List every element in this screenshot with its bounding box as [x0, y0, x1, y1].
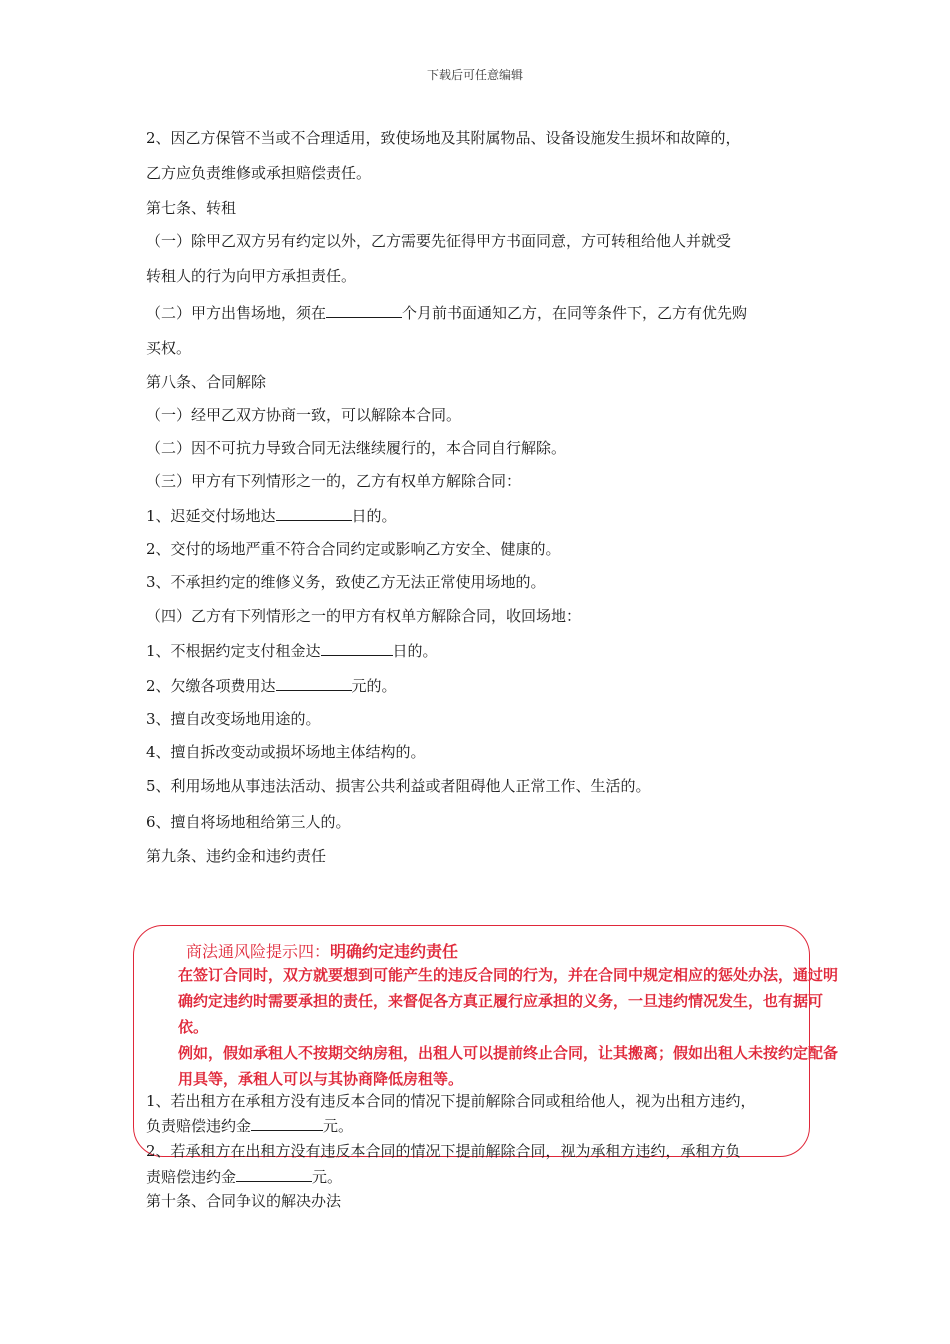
clause-line: 6、擅自将场地租给第三人的。 [146, 813, 351, 831]
article-heading: 第十条、合同争议的解决办法 [146, 1192, 342, 1210]
clause-line: 1、若出租方在承租方没有违反本合同的情况下提前解除合同或租给他人，视为出租方违约， [146, 1092, 756, 1110]
clause-line: （二）因不可抗力导致合同无法继续履行的，本合同自行解除。 [146, 439, 567, 457]
clause-text: 1、不根据约定支付租金达 [146, 642, 321, 660]
clause-text: 负责赔偿违约金 [146, 1117, 252, 1135]
fill-blank[interactable] [326, 302, 402, 318]
fill-blank[interactable] [276, 505, 352, 521]
page-header: 下载后可任意编辑 [426, 68, 523, 82]
clause-text: 责赔偿违约金 [146, 1168, 237, 1186]
clause-line [146, 302, 747, 323]
clause-line: 买权。 [146, 339, 192, 357]
clause-line [146, 1166, 342, 1187]
clause-line [146, 505, 397, 526]
clause-line: 乙方应负责维修或承担赔偿责任。 [146, 164, 372, 182]
clause-line: （四）乙方有下列情形之一的甲方有权单方解除合同，收回场地： [146, 607, 582, 625]
clause-text: 1、迟延交付场地达 [146, 507, 276, 525]
clause-line: 2、若承租方在出租方没有违反本合同的情况下提前解除合同，视为承租方违约，承租方负 [146, 1142, 741, 1160]
risk-warning-paragraph: 在签订合同时，双方就要想到可能产生的违反合同的行为，并在合同中规定相应的惩处办法，通过明确约定违约时需要承担的责任，来督促各方真正履行应承担的义务，一旦违约情况发生，也有据可依。 [178, 966, 839, 1036]
clause-text: 元。 [312, 1168, 343, 1186]
clause-line: 2、因乙方保管不当或不合理适用，致使场地及其附属物品、设备设施发生损坏和故障的， [146, 129, 741, 147]
clause-text: 元。 [323, 1117, 354, 1135]
fill-blank[interactable] [276, 675, 352, 691]
clause-line: 转租人的行为向甲方承担责任。 [146, 267, 357, 285]
clause-text: （二）甲方出售场地，须在 [146, 304, 327, 322]
clause-line: 3、不承担约定的维修义务，致使乙方无法正常使用场地的。 [146, 573, 546, 591]
fill-blank[interactable] [251, 1115, 323, 1131]
fill-blank[interactable] [321, 640, 393, 656]
risk-warning-title: 商法通风险提示四：明确约定违约责任 [186, 942, 459, 961]
fill-blank[interactable] [236, 1166, 312, 1182]
clause-line [146, 640, 438, 661]
clause-text: 元的。 [351, 677, 397, 695]
clause-line: 2、交付的场地严重不符合合同约定或影响乙方安全、健康的。 [146, 540, 561, 558]
clause-text: 个月前书面通知乙方，在同等条件下，乙方有优先购 [402, 304, 748, 322]
clause-line: （三）甲方有下列情形之一的，乙方有权单方解除合同： [146, 472, 522, 490]
clause-line: （一）经甲乙双方协商一致，可以解除本合同。 [146, 406, 462, 424]
clause-text: 日的。 [392, 642, 438, 660]
risk-warning-paragraph: 例如，假如承租人不按期交纳房租，出租人可以提前终止合同，让其搬离；假如出租人未按约定配备用具等，承租人可以与其协商降低房租等。 [178, 1044, 839, 1088]
article-heading: 第七条、转租 [146, 199, 237, 217]
clause-line: 5、利用场地从事违法活动、损害公共利益或者阻碍他人正常工作、生活的。 [146, 777, 651, 795]
clause-line: （一）除甲乙双方另有约定以外，乙方需要先征得甲方书面同意，方可转租给他人并就受 [146, 232, 732, 250]
clause-line [146, 1115, 353, 1136]
clause-text: 日的。 [351, 507, 397, 525]
article-heading: 第八条、合同解除 [146, 373, 267, 391]
clause-text: 2、欠缴各项费用达 [146, 677, 276, 695]
article-heading: 第九条、违约金和违约责任 [146, 847, 327, 865]
clause-line: 3、擅自改变场地用途的。 [146, 710, 321, 728]
clause-line [146, 675, 397, 696]
clause-line: 4、擅自拆改变动或损坏场地主体结构的。 [146, 743, 426, 761]
